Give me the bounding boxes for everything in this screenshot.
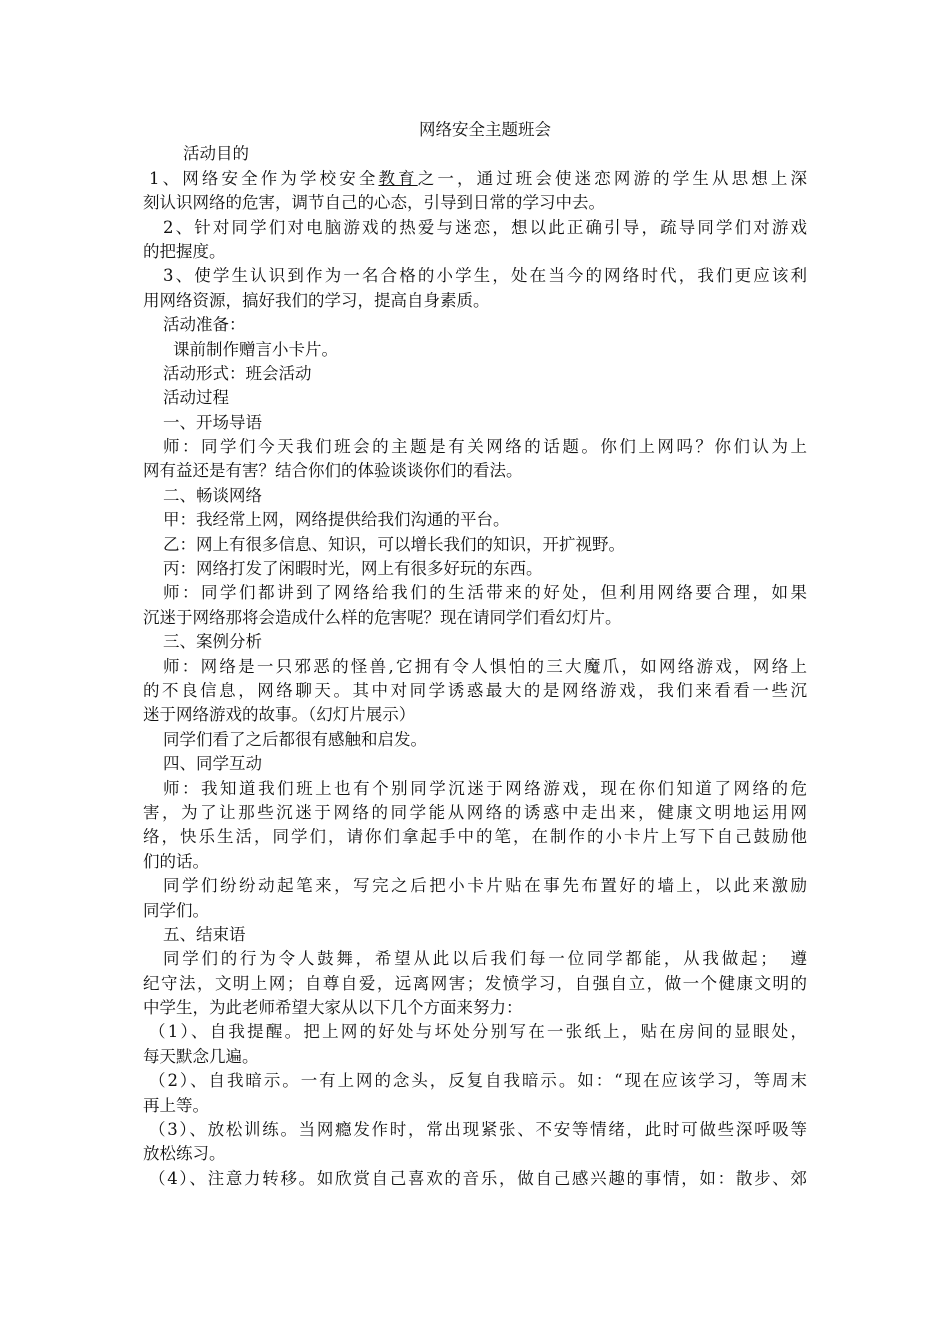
- section-heading: 四、同学互动: [163, 754, 262, 774]
- paragraph-line: 同学们的行为令人鼓舞，希望从此以后我们每一位同学都能，从我做起； 遵: [163, 949, 807, 969]
- paragraph-line: 师：同学们今天我们班会的主题是有关网络的话题。你们上网吗？你们认为上: [163, 437, 807, 457]
- paragraph-line: 同学们。: [143, 900, 209, 920]
- paragraph-line: 的把握度。: [143, 241, 226, 261]
- paragraph-line: 1、网络安全作为学校安全教育之一，通过班会使迷恋网游的学生从思想上深: [149, 168, 807, 188]
- list-item-line: （4）、注意力转移。如欣赏自己喜欢的音乐，做自己感兴趣的事情，如：散步、郊: [149, 1168, 807, 1188]
- paragraph-line: 师：同学们都讲到了网络给我们的生活带来的好处，但利用网络要合理，如果: [163, 583, 807, 603]
- paragraph-line: 害，为了让那些沉迷于网络的同学能从网络的诱惑中走出来，健康文明地运用网: [143, 802, 807, 822]
- paragraph-line: 同学们纷纷动起笔来，写完之后把小卡片贴在事先布置好的墙上，以此来激励: [163, 876, 807, 896]
- paragraph-line: 乙：网上有很多信息、知识，可以增长我们的知识，开扩视野。: [163, 534, 625, 554]
- section-heading: 活动过程: [163, 388, 229, 408]
- paragraph-line: 同学们看了之后都很有感触和启发。: [163, 729, 427, 749]
- paragraph-line: 们的话。: [143, 851, 209, 871]
- paragraph-line: 网有益还是有害？结合你们的体验谈谈你们的看法。: [143, 461, 523, 481]
- section-heading: 活动目的: [183, 144, 249, 164]
- section-heading: 活动形式：班会活动: [163, 363, 312, 383]
- paragraph-line: 甲：我经常上网，网络提供给我们沟通的平台。: [163, 510, 510, 530]
- paragraph-line: 迷于网络游戏的故事。（幻灯片展示）: [143, 705, 416, 725]
- paragraph-line: 师：我知道我们班上也有个别同学沉迷于网络游戏，现在你们知道了网络的危: [163, 778, 807, 798]
- list-item-line: 再上等。: [143, 1095, 209, 1115]
- section-heading: 活动准备：: [163, 315, 246, 335]
- section-heading: 一、开场导语: [163, 412, 262, 432]
- paragraph-line: 纪守法，文明上网；自尊自爱，远离网害；发愤学习，自强自立，做一个健康文明的: [143, 973, 807, 993]
- page-title: 网络安全主题班会: [419, 120, 551, 139]
- paragraph-line: 用网络资源，搞好我们的学习，提高自身素质。: [143, 290, 490, 310]
- section-heading: 三、案例分析: [163, 632, 262, 652]
- paragraph-line: 沉迷于网络那将会造成什么样的危害呢？现在请同学们看幻灯片。: [143, 607, 622, 627]
- list-item-line: （3）、放松训练。当网瘾发作时，常出现紧张、不安等情绪，此时可做些深呼吸等: [149, 1120, 807, 1140]
- paragraph-line: 师：网络是一只邪恶的怪兽,它拥有令人惧怕的三大魔爪，如网络游戏，网络上: [163, 656, 807, 676]
- underlined-word: 教育: [378, 168, 418, 188]
- list-item-line: 放松练习。: [143, 1144, 226, 1164]
- list-item-line: （1）、自我提醒。把上网的好处与坏处分别写在一张纸上，贴在房间的显眼处，: [149, 1022, 807, 1042]
- list-item-line: 每天默念几遍。: [143, 1046, 259, 1066]
- list-item-line: （2）、自我暗示。一有上网的念头，反复自我暗示。如：“现在应该学习，等周末: [149, 1071, 807, 1091]
- paragraph-line: 3、使学生认识到作为一名合格的小学生，处在当今的网络时代，我们更应该利: [163, 266, 807, 286]
- paragraph-line: 2、针对同学们对电脑游戏的热爱与迷恋，想以此正确引导，疏导同学们对游戏: [163, 217, 807, 237]
- paragraph-line: 络，快乐生活，同学们，请你们拿起手中的笔，在制作的小卡片上写下自己鼓励他: [143, 827, 807, 847]
- document-body: [143, 118, 807, 1191]
- paragraph-line: 的不良信息，网络聊天。其中对同学诱惑最大的是网络游戏，我们来看看一些沉: [143, 680, 807, 700]
- section-heading: 二、畅谈网络: [163, 485, 262, 505]
- paragraph-line: 课前制作赠言小卡片。: [173, 339, 338, 359]
- paragraph-line: 中学生，为此老师希望大家从以下几个方面来努力：: [143, 998, 523, 1018]
- paragraph-line: 丙：网络打发了闲暇时光，网上有很多好玩的东西。: [163, 559, 543, 579]
- section-heading: 五、结束语: [163, 924, 246, 944]
- paragraph-line: 刻认识网络的危害，调节自己的心态，引导到日常的学习中去。: [143, 193, 605, 213]
